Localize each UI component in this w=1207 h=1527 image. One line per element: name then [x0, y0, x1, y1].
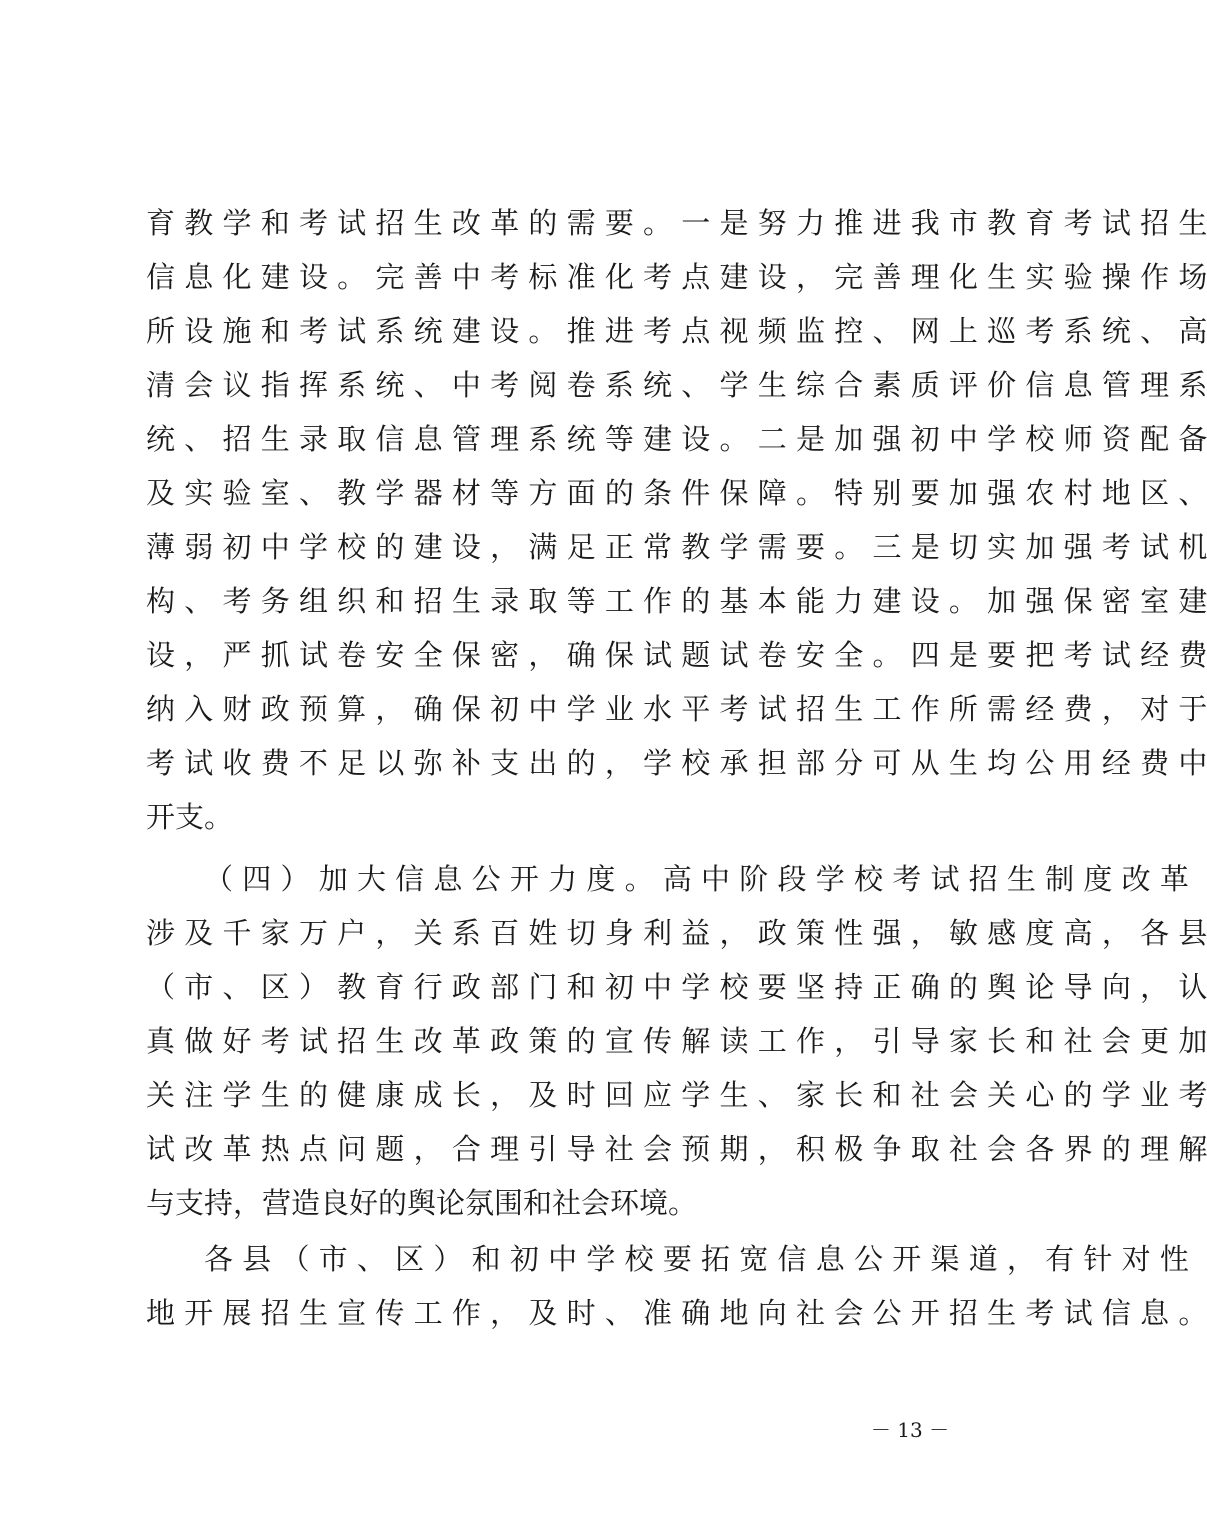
paragraph-line: 设 ， 严 抓 试 卷 安 全 保 密 ， 确 保 试 题 试 卷 安 全 。 四 是 要 把 考 试 经 费 — [146, 638, 1207, 672]
paragraph-line: 构 、 考 务 组 织 和 招 生 录 取 等 工 作 的 基 本 能 力 建 设 。 加 强 保 密 室 建 — [146, 584, 1207, 618]
paragraph-publicity-channels — [146, 1232, 1207, 1340]
paragraph-line: 地 开 展 招 生 宣 传 工 作 ， 及 时 、 准 确 地 向 社 会 公 开 招 生 考 试 信 息 。 — [146, 1296, 1207, 1330]
paragraph-line: （ 市 、 区 ） 教 育 行 政 部 门 和 初 中 学 校 要 坚 持 正 确 的 舆 论 导 向 ， 认 — [146, 970, 1207, 1004]
paragraph-line: 考 试 收 费 不 足 以 弥 补 支 出 的 ， 学 校 承 担 部 分 可 从 生 均 公 用 经 费 中 — [146, 746, 1207, 780]
paragraph-line: 清 会 议 指 挥 系 统 、 中 考 阅 卷 系 统 、 学 生 综 合 素 质 评 价 信 息 管 理 系 — [146, 368, 1207, 402]
paragraph-line: 所 设 施 和 考 试 系 统 建 设 。 推 进 考 点 视 频 监 控 、 网 上 巡 考 系 统 、 高 — [146, 314, 1207, 348]
paragraph-line: 及 实 验 室 、 教 学 器 材 等 方 面 的 条 件 保 障 。 特 别 要 加 强 农 村 地 区 、 — [146, 476, 1207, 510]
paragraph-line: 各 县 （ 市 、 区 ） 和 初 中 学 校 要 拓 宽 信 息 公 开 渠 道 ， 有 针 对 性 — [204, 1242, 1189, 1276]
section-heading-line: （ 四 ） 加 大 信 息 公 开 力 度 。 高 中 阶 段 学 校 考 试 招 生 制 度 改 革 — [204, 862, 1189, 896]
paragraph-line: 信 息 化 建 设 。 完 善 中 考 标 准 化 考 点 建 设 ， 完 善 理 化 生 实 验 操 作 场 — [146, 260, 1207, 294]
paragraph-line: 育 教 学 和 考 试 招 生 改 革 的 需 要 。 一 是 努 力 推 进 我 市 教 育 考 试 招 生 — [146, 206, 1207, 240]
paragraph-line: 试 改 革 热 点 问 题 ， 合 理 引 导 社 会 预 期 ， 积 极 争 取 社 会 各 界 的 理 解 — [146, 1132, 1207, 1166]
paragraph-line: 与支持，营造良好的舆论氛围和社会环境。 — [146, 1186, 698, 1220]
paragraph-line: 开支。 — [146, 800, 234, 834]
paragraph-line: 统 、 招 生 录 取 信 息 管 理 系 统 等 建 设 。 二 是 加 强 初 中 学 校 师 资 配 备 — [146, 422, 1207, 456]
paragraph-line: 真 做 好 考 试 招 生 改 革 政 策 的 宣 传 解 读 工 作 ， 引 导 家 长 和 社 会 更 加 — [146, 1024, 1207, 1058]
paragraph-information-disclosure — [146, 852, 1207, 1230]
paragraph-line: 关 注 学 生 的 健 康 成 长 ， 及 时 回 应 学 生 、 家 长 和 社 会 关 心 的 学 业 考 — [146, 1078, 1207, 1112]
paragraph-line: 涉 及 千 家 万 户 ， 关 系 百 姓 切 身 利 益 ， 政 策 性 强 ， 敏 感 度 高 ， 各 县 — [146, 916, 1207, 950]
paragraph-education-infrastructure — [146, 196, 1207, 844]
paragraph-line: 薄 弱 初 中 学 校 的 建 设 ， 满 足 正 常 教 学 需 要 。 三 是 切 实 加 强 考 试 机 — [146, 530, 1207, 564]
page-number: － 13 － — [870, 1418, 950, 1442]
paragraph-line: 纳 入 财 政 预 算 ， 确 保 初 中 学 业 水 平 考 试 招 生 工 作 所 需 经 费 ， 对 于 — [146, 692, 1207, 726]
